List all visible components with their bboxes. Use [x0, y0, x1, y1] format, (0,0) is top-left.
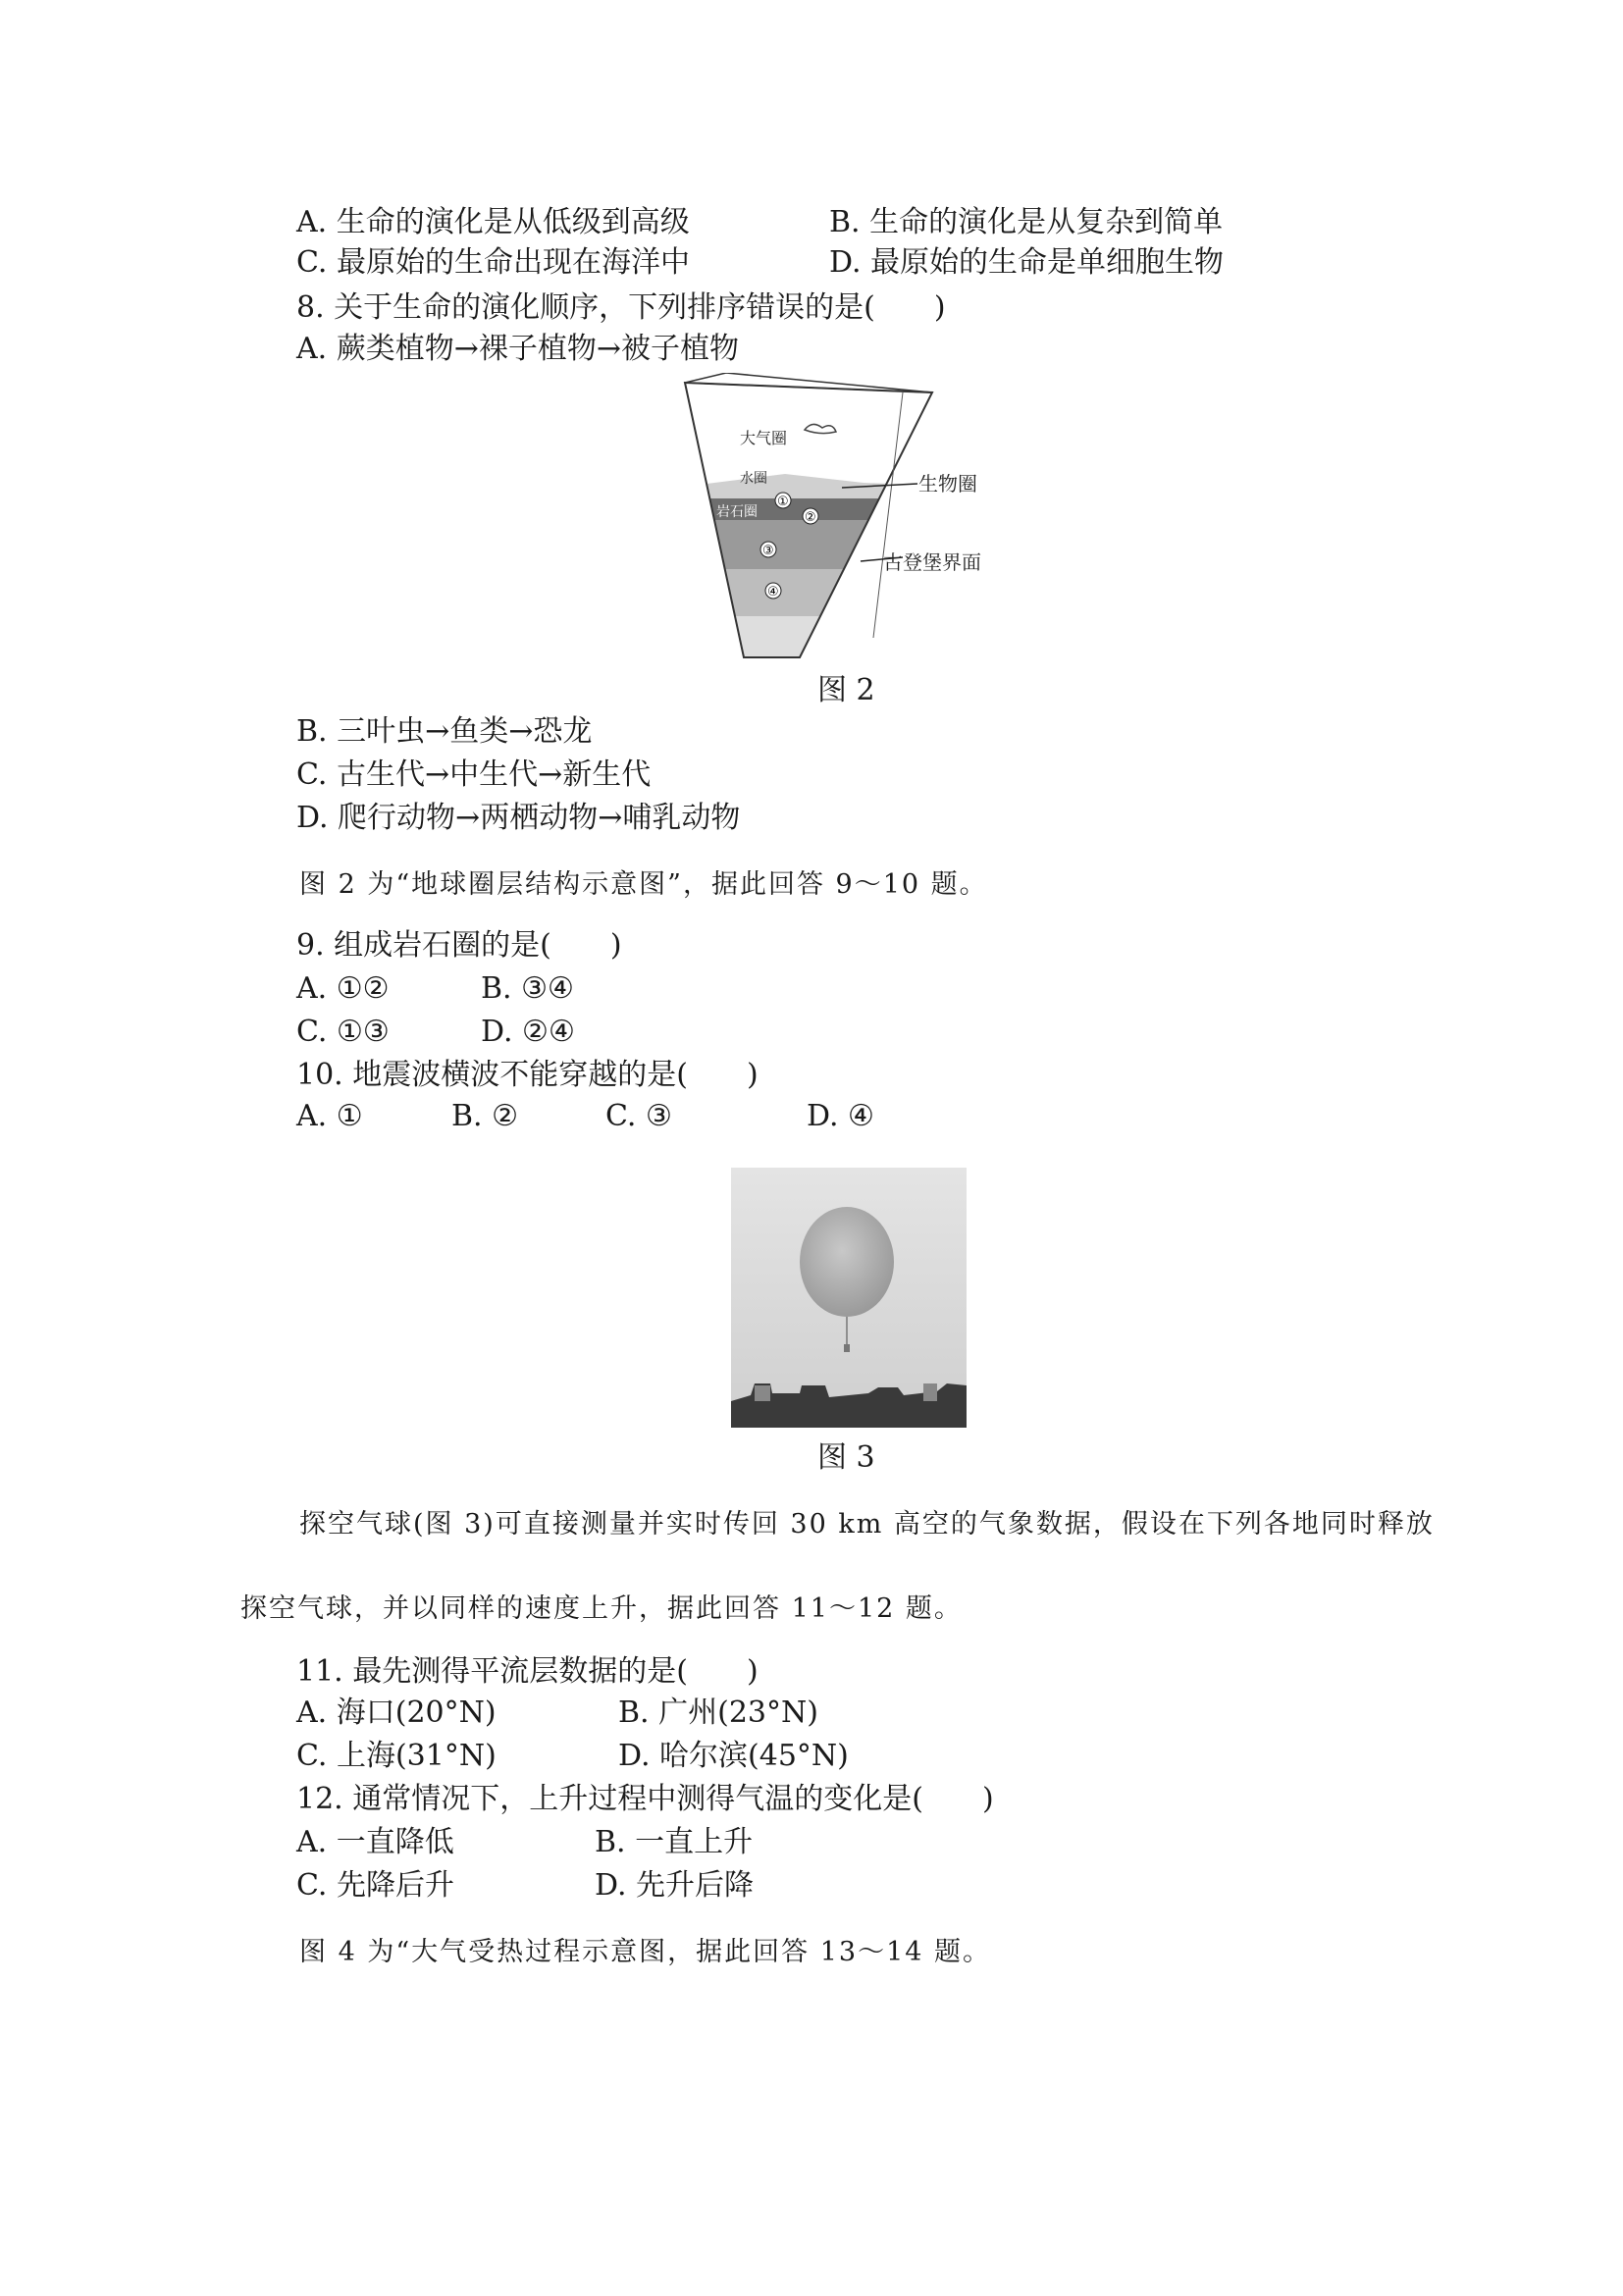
q8-stem: 8. 关于生命的演化顺序，下列排序错误的是( ) — [296, 290, 946, 325]
fig2-caption: 图 2 — [817, 673, 875, 707]
q7-option-c: C. 最原始的生命出现在海洋中 — [296, 245, 690, 280]
q8-option-c: C. 古生代→中生代→新生代 — [296, 757, 652, 792]
q11-option-d: D. 哈尔滨(45°N) — [618, 1739, 849, 1773]
sounding-balloon-photo — [731, 1168, 967, 1428]
q11-stem: 11. 最先测得平流层数据的是( ) — [296, 1654, 759, 1689]
q10-option-c: C. ③ — [605, 1099, 672, 1133]
q7-option-d: D. 最原始的生命是单细胞生物 — [829, 245, 1225, 280]
q9-option-c: C. ①③ — [296, 1015, 390, 1049]
q8-option-a: A. 蕨类植物→裸子植物→被子植物 — [296, 332, 740, 366]
q12-option-d: D. 先升后降 — [595, 1868, 755, 1903]
marker-3: ③ — [762, 544, 774, 558]
atmosphere-label: 大气圈 — [740, 429, 788, 447]
q12-stem: 12. 通常情况下，上升过程中测得气温的变化是( ) — [296, 1782, 994, 1816]
q9-option-b: B. ③④ — [481, 971, 574, 1006]
balloon-shape — [800, 1207, 894, 1317]
atmosphere-layer — [667, 373, 1040, 491]
hydrosphere-label: 水圈 — [740, 471, 767, 487]
q9-stem: 9. 组成岩石圈的是( ) — [296, 928, 622, 963]
q10-option-d: D. ④ — [807, 1099, 874, 1133]
intro-9-10: 图 2 为“地球圈层结构示意图”，据此回答 9～10 题。 — [299, 869, 988, 900]
q10-option-a: A. ① — [296, 1099, 363, 1133]
q11-option-a: A. 海口(20°N) — [296, 1696, 497, 1730]
q7-option-b: B. 生命的演化是从复杂到简单 — [829, 205, 1224, 239]
lithosphere-label: 岩石圈 — [716, 504, 758, 520]
marker-2: ② — [805, 510, 816, 525]
q12-option-a: A. 一直降低 — [296, 1825, 454, 1859]
q7-option-a: A. 生命的演化是从低级到高级 — [296, 205, 690, 239]
q9-option-d: D. ②④ — [481, 1015, 575, 1049]
fig3-caption: 图 3 — [817, 1440, 875, 1475]
inner-core-layer — [667, 616, 1040, 665]
q9-option-a: A. ①② — [296, 971, 390, 1006]
q11-option-b: B. 广州(23°N) — [618, 1696, 818, 1730]
outer-core-layer — [667, 569, 1040, 616]
q12-option-b: B. 一直上升 — [595, 1825, 754, 1859]
biosphere-label: 生物圈 — [918, 472, 977, 496]
q11-option-c: C. 上海(31°N) — [296, 1739, 497, 1773]
q8-option-b: B. 三叶虫→鱼类→恐龙 — [296, 714, 593, 749]
intro-13-14: 图 4 为“大气受热过程示意图，据此回答 13～14 题。 — [299, 1937, 992, 1967]
q10-option-b: B. ② — [451, 1099, 519, 1133]
intro-11-12-line1: 探空气球(图 3)可直接测量并实时传回 30 km 高空的气象数据，假设在下列各地同时释放 — [299, 1509, 1435, 1539]
intro-11-12-line2: 探空气球，并以同样的速度上升，据此回答 11～12 题。 — [240, 1593, 963, 1624]
marker-4: ④ — [767, 585, 779, 600]
q10-stem: 10. 地震波横波不能穿越的是( ) — [296, 1058, 759, 1092]
q12-option-c: C. 先降后升 — [296, 1868, 454, 1903]
q8-option-d: D. 爬行动物→两栖动物→哺乳动物 — [296, 801, 741, 835]
marker-1: ① — [777, 495, 789, 509]
earth-sphere-diagram — [667, 373, 1040, 667]
gutenberg-label: 古登堡界面 — [883, 550, 981, 574]
